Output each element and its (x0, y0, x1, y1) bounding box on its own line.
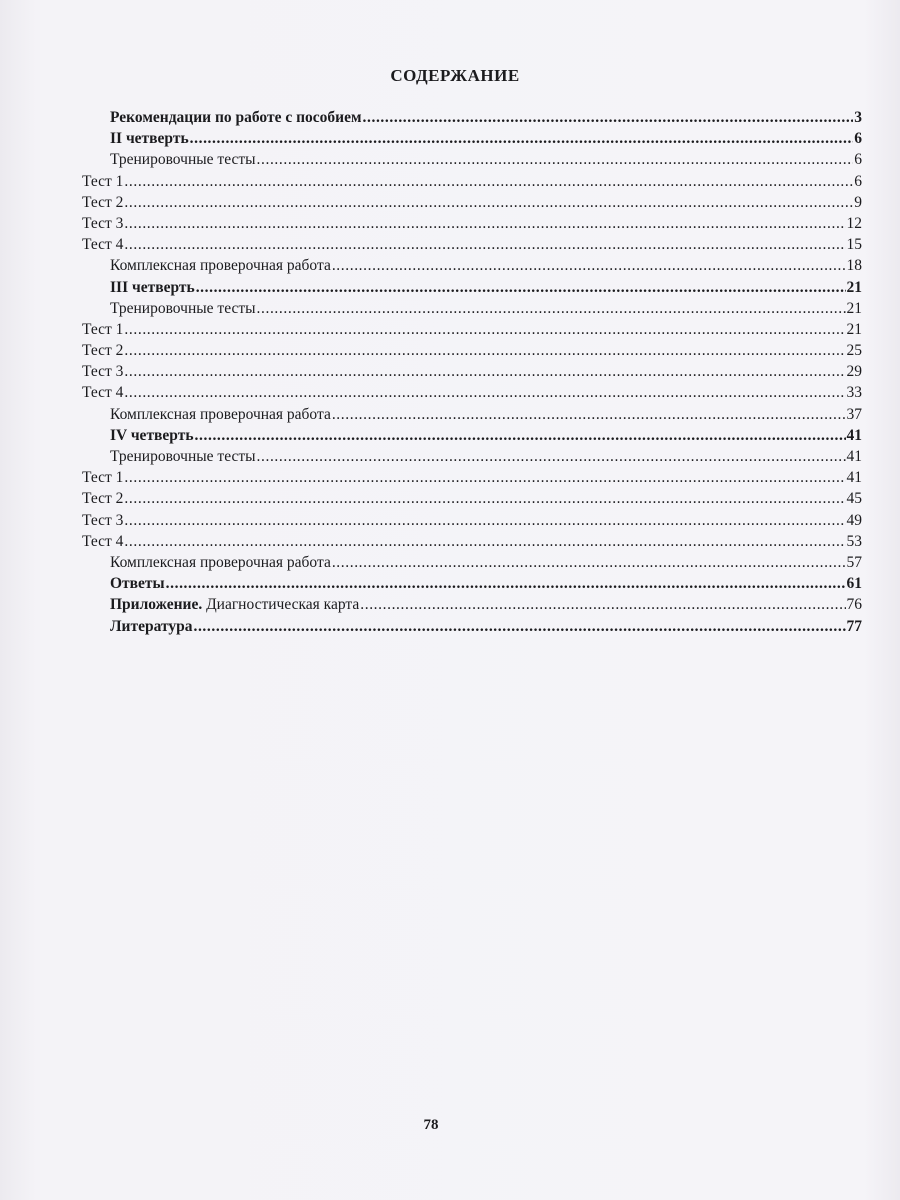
toc-entry (82, 298, 862, 319)
toc-leader-dots (190, 128, 854, 149)
toc-entry-label: Литература (110, 617, 193, 635)
toc-leader-dots (124, 234, 845, 255)
toc-page-number: 49 (846, 511, 862, 529)
toc-page-number: 15 (846, 236, 862, 254)
page-number: 78 (423, 1117, 439, 1133)
toc-page-number: 41 (846, 426, 862, 444)
toc-leader-dots (166, 573, 846, 594)
toc-entry (82, 616, 862, 637)
toc-entry (82, 192, 862, 213)
toc-leader-dots (332, 552, 846, 573)
toc-leader-dots (124, 531, 845, 552)
toc-entry-label: Тест 1 (82, 172, 124, 190)
toc-leader-dots (195, 425, 846, 446)
toc-page-number: 33 (846, 384, 862, 402)
toc-entry (82, 573, 862, 594)
toc-entry (82, 149, 862, 170)
toc-entry-label: Тест 1 (82, 320, 124, 338)
toc-entry (82, 594, 862, 615)
toc-entry (82, 361, 862, 382)
toc-entry-label: Тренировочные тесты (110, 448, 256, 465)
toc-page-number: 21 (846, 320, 862, 338)
toc-page-number: 25 (846, 342, 862, 360)
toc-page-number: 53 (846, 532, 862, 550)
toc-page-number: 57 (846, 553, 862, 571)
toc-entry (82, 319, 862, 340)
toc-entry-label: Тест 1 (82, 469, 124, 487)
toc-page-number: 6 (854, 130, 862, 148)
toc-entry (82, 467, 862, 488)
toc-entry (82, 277, 862, 298)
toc-page-number: 21 (846, 299, 862, 317)
toc-entry-label: Тест 4 (82, 236, 124, 254)
toc-page-number: 41 (846, 448, 862, 465)
toc-entry (82, 552, 862, 573)
toc-entry-label: Рекомендации по работе с пособием (110, 109, 362, 126)
toc-entry-label (110, 594, 359, 615)
toc-leader-dots (124, 382, 845, 403)
toc-page-number: 6 (854, 172, 862, 190)
toc-entry-label: III четверть (110, 278, 195, 296)
toc-entry (82, 128, 862, 149)
toc-entry (82, 213, 862, 234)
toc-entry-label: Тренировочные тесты (110, 299, 256, 317)
toc-entry-label: Комплексная проверочная работа (110, 405, 331, 423)
toc-leader-dots (196, 277, 846, 298)
toc-page-number: 76 (846, 596, 862, 614)
toc-entry (82, 510, 862, 531)
toc-entry (82, 404, 862, 425)
toc-leader-dots (363, 107, 854, 128)
toc-page-number: 18 (846, 257, 862, 275)
toc-page-number: 41 (846, 469, 862, 487)
toc-leader-dots (124, 340, 845, 361)
toc-entry-label: Тест 2 (82, 342, 124, 360)
toc-leader-dots (332, 404, 846, 425)
toc-page-number: 77 (846, 617, 862, 635)
toc-entry-label: Тест 2 (82, 193, 124, 211)
toc-entry-label: Ответы (110, 575, 165, 593)
toc-page-number: 12 (846, 214, 862, 232)
toc-leader-dots (124, 319, 845, 340)
toc-entry-label: Тест 2 (82, 490, 124, 508)
toc-leader-dots (257, 446, 846, 467)
toc-entry-label: Тест 3 (82, 214, 124, 232)
toc-entry-label: IV четверть (110, 426, 194, 444)
toc-entry-label: Тест 3 (82, 363, 124, 381)
toc-entry-label: Комплексная проверочная работа (110, 553, 331, 571)
toc-entry (82, 107, 862, 128)
toc-entry (82, 340, 862, 361)
toc-page-number: 29 (846, 363, 862, 381)
toc-entry-label: Тест 4 (82, 384, 124, 402)
toc-entry (82, 382, 862, 403)
toc-leader-dots (124, 192, 853, 213)
page-title: СОДЕРЖАНИЕ (390, 66, 520, 85)
toc-leader-dots (124, 510, 845, 531)
toc-entry-label-text: Диагностическая карта (206, 596, 360, 614)
toc-entry (82, 255, 862, 276)
toc-page-number: 61 (846, 575, 862, 593)
toc-page-number: 6 (854, 151, 862, 169)
toc-leader-dots (360, 594, 845, 615)
toc-leader-dots (124, 213, 845, 234)
toc-entry (82, 425, 862, 446)
toc-page-number: 3 (854, 109, 862, 126)
toc-entry-prefix: Приложение. (110, 596, 203, 614)
toc-leader-dots (257, 298, 846, 319)
toc-entry (82, 171, 862, 192)
toc-entry (82, 488, 862, 509)
toc-page-number: 45 (846, 490, 862, 508)
toc-leader-dots (257, 149, 854, 170)
toc-entry (82, 446, 862, 467)
toc-page-number: 21 (846, 278, 862, 296)
table-of-contents (82, 107, 862, 637)
toc-entry-label: II четверть (110, 130, 189, 148)
toc-leader-dots (124, 171, 853, 192)
toc-page-number: 9 (854, 193, 862, 211)
toc-page-number: 37 (846, 405, 862, 423)
toc-leader-dots (124, 467, 845, 488)
toc-leader-dots (193, 616, 845, 637)
toc-entry-label: Тренировочные тесты (110, 151, 256, 169)
toc-entry-label: Тест 3 (82, 511, 124, 529)
toc-leader-dots (124, 488, 845, 509)
toc-entry (82, 531, 862, 552)
toc-entry (82, 234, 862, 255)
toc-leader-dots (124, 361, 845, 382)
toc-leader-dots (332, 255, 846, 276)
toc-entry-label: Тест 4 (82, 532, 124, 550)
toc-entry-label: Комплексная проверочная работа (110, 257, 331, 275)
